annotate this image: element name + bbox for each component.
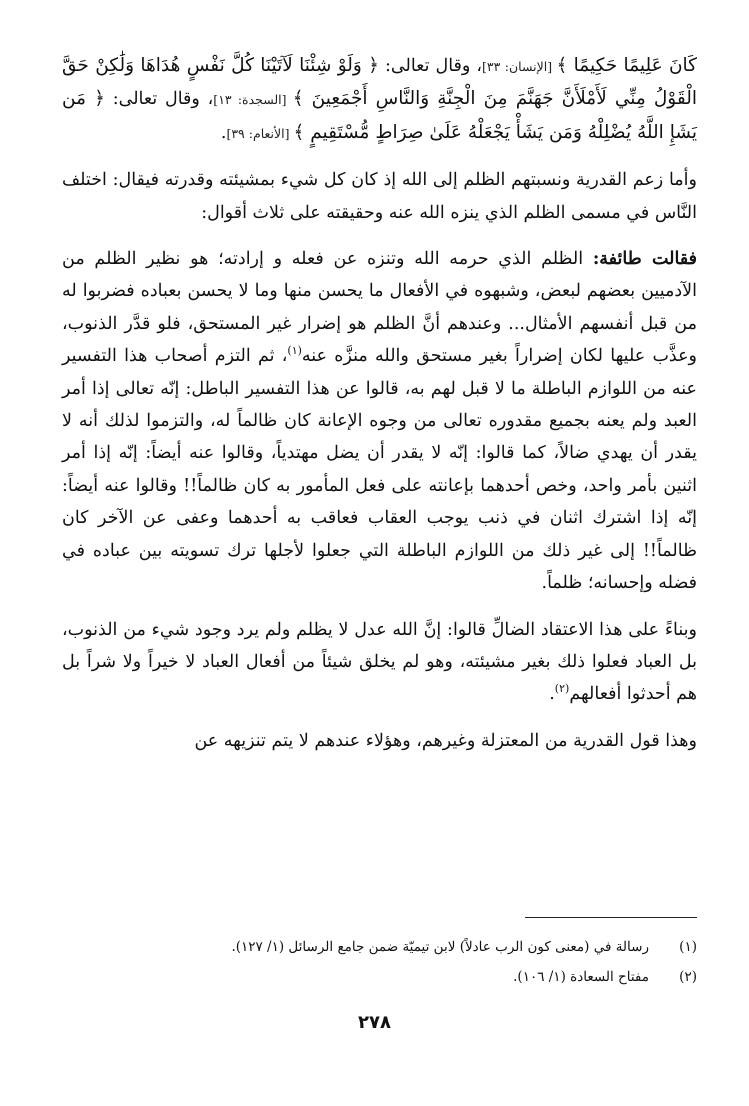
quran-verse: ﴿ وَلَوْ شِئْنَا لَآتَيْنَا كُلَّ نَفْسٍ هُدَاهَا وَلَٰكِنْ حَقَّ الْقَوْلُ مِنِّي لَأَمْلَأَنَّ جَهَنَّمَ مِنَ الْجِنَّةِ وَالنَّاسِ أَجْمَعِينَ ﴾: [62, 55, 697, 110]
footnote-marker: (٢): [554, 682, 570, 696]
page-number: ٢٧٨: [358, 1012, 391, 1033]
text-run: .: [549, 684, 555, 705]
quran-verse: ﴿ مَن يَشَإِ اللَّهُ يُضْلِلْهُ وَمَن يَشَأْ يَجْعَلْهُ عَلَىٰ صِرَاطٍ مُّسْتَقِيمٍ ﴾: [62, 88, 697, 143]
quran-verse: كَانَ عَلِيمًا حَكِيمًا ﴾: [556, 55, 697, 76]
verse-reference: [الإنسان: ٣٣]: [482, 59, 557, 74]
text-run: وهذا قول القدرية من المعتزلة وغيرهم، وهؤلاء عندهم لا يتم تنزيهه عن: [194, 730, 697, 751]
footnotes: [62, 932, 697, 992]
text-run: ، ثم التزم أصحاب هذا التفسير عنه من اللوازم الباطلة ما لا قبل لهم به، قالوا عن هذا التفسير الباطل: إنّه تعالى إذا أمر العبد ولم يعنه بجميع مقدوره تعالى من وجوه الإعانة كان ظالماً له، والتزموا لذلك أنه لا يقدر أن يهدي ضالاً، كما قالوا: إنّه لا يقدر أن يضل مهتدياً، وقالوا عنه أيضاً: إنّه إذا أمر اثنين بأمر واحد، وخص أحدهما بإعانته على فعل المأمور به كان ظالماً!! وقالوا عنه أيضاً: إنّه إذا اشترك اثنان في ذنب يوجب العقاب فعاقب به أحدهما وعفى عن الآخر كان ظالماً!! إلى غير ذلك من اللوازم الباطلة التي جعلوا لأجلها ترك تسويته بين عباده في فضله وإحسانه؛ ظلماً.: [62, 346, 697, 594]
paragraph: [62, 50, 697, 150]
paragraph: [62, 164, 697, 229]
text-run: وأما زعم القدرية ونسبتهم الظلم إلى الله إذ كان كل شيء بمشيئته وقدرته فيقال: اختلف النَّاس في مسمى الظلم الذي ينزه الله عنه وحقيقته على ثلاث أقوال:: [62, 170, 697, 223]
paragraph: [62, 243, 697, 599]
text-run: الظلم الذي حرمه الله وتنزه عن فعله و إرادته؛ هو نظير الظلم من الآدميين بعضهم لبعض، وشبهوه في الأفعال ما يحسن منها وما لا يحسن بعباده فضربوا له من قبل أنفسهم الأمثال... وعندهم أنَّ الظلم هو إضرار غير المستحق، فلو قدَّر الذنوب، وعذَّب عليها لكان إضراراً بغير مستحق والله منزَّه عنه: [62, 249, 698, 367]
text-run: وبناءً على هذا الاعتقاد الضالِّ قالوا: إنَّ الله عدل لا يظلم ولم يرد وجود شيء من الذنوب، بل العباد فعلوا ذلك بغير مشيئته، وهو لم يخلق شيئاً من أفعال العباد لا خيراً ولا شراً بل هم أحدثوا أفعالهم: [62, 619, 697, 705]
bold-lead: فقالت طائفة:: [592, 249, 698, 270]
paragraph: [62, 725, 697, 757]
footnote-text: مفتاح السعادة (١/ ١٠٦).: [513, 969, 649, 985]
verse-reference: [السجدة: ١٣]: [213, 92, 293, 108]
text-run: ، وقال تعالى:: [104, 89, 214, 110]
footnote-text: رسالة في (معنى كون الرب عادلاً) لابن تيميّة ضمن جامع الرسائل (١/ ١٢٧).: [231, 939, 649, 955]
footnote-number: (٢): [679, 969, 697, 985]
footnote-number: (١): [679, 939, 697, 955]
text-run: ، وقال تعالى:: [379, 56, 483, 76]
text-run: .: [220, 122, 227, 143]
paragraph: [62, 614, 697, 711]
verse-reference: [الأنعام: ٣٩]: [226, 125, 294, 141]
main-text: [62, 50, 697, 757]
footnote: [62, 962, 697, 992]
footnote: [62, 932, 697, 962]
footnote-separator: [525, 917, 697, 918]
footnote-marker: (١): [287, 344, 302, 358]
